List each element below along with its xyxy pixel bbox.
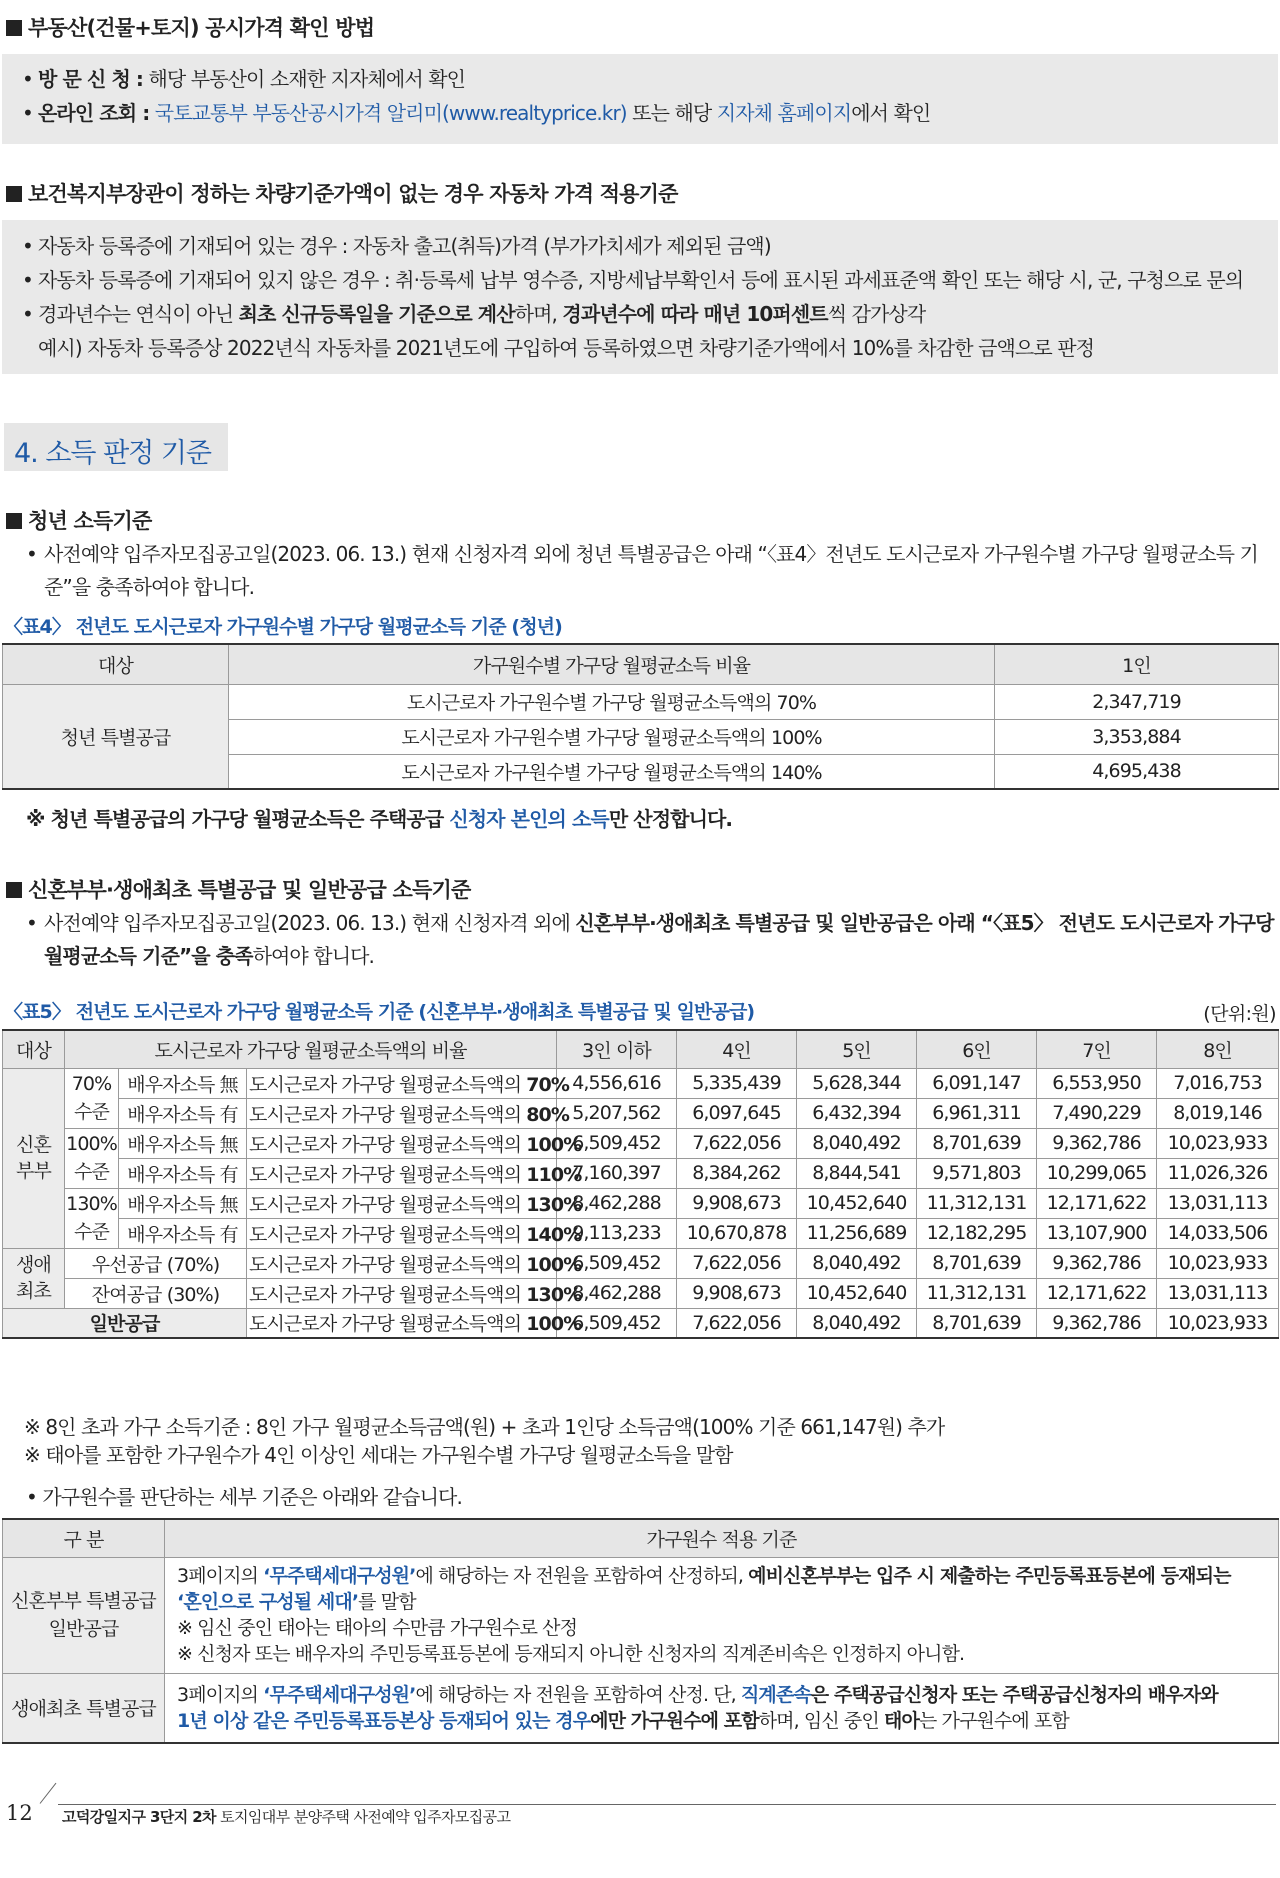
- table-cell: 11,312,131: [917, 1278, 1037, 1308]
- t5-header-7p: 7인: [1037, 1030, 1157, 1068]
- table-cell: 3,353,884: [995, 719, 1279, 754]
- realtyprice-link[interactable]: 국토교통부 부동산공시가격 알리미(www.realtyprice.kr): [149, 101, 627, 125]
- t5-spouse-cell: 배우자소득 有: [119, 1218, 247, 1248]
- table-cell: 13,031,113: [1157, 1188, 1279, 1218]
- t5-ratio-cell: 도시근로자 가구당 월평균소득액의 110%: [247, 1158, 557, 1188]
- t5-spouse-cell: 배우자소득 無: [119, 1188, 247, 1218]
- note-8p: ※ 8인 초과 가구 소득기준 : 8인 가구 월평균소득금액(원) + 초과 1인당 소득금액(100% 기준 661,147원) 추가: [24, 1415, 945, 1439]
- t6-header-category: 구 분: [3, 1519, 165, 1557]
- table6: [2, 1518, 1279, 1744]
- t6-header-criteria: 가구원수 적용 기준: [165, 1519, 1279, 1557]
- table-cell: 8,384,262: [677, 1158, 797, 1188]
- square-bullet-icon: [6, 882, 22, 898]
- heading-4: 4. 소득 판정 기준: [14, 438, 212, 469]
- table-cell: 13,031,113: [1157, 1278, 1279, 1308]
- table-cell: 6,091,147: [917, 1068, 1037, 1098]
- table-row: [3, 1218, 1279, 1248]
- table-row: [3, 1098, 1279, 1128]
- table-cell: 7,490,229: [1037, 1098, 1157, 1128]
- table-cell: 14,033,506: [1157, 1218, 1279, 1248]
- car-line-4: 예시) 자동차 등록증상 2022년식 자동차를 2021년도에 구입하여 등록하였으면 차량기준가액에서 10%를 차감한 금액으로 판정: [38, 336, 1095, 360]
- t4-header-1p: 1인: [995, 644, 1279, 684]
- t5-level-cell: 130% 수준: [65, 1188, 119, 1248]
- t5-ratio-cell: 도시근로자 가구당 월평균소득액의 80%: [247, 1098, 557, 1128]
- footer-line: [58, 1804, 1276, 1805]
- table-cell: 도시근로자 가구원수별 가구당 월평균소득액의 70%: [229, 684, 995, 719]
- table-cell: 6,509,452: [557, 1308, 677, 1338]
- t5-header-8p: 8인: [1157, 1030, 1279, 1068]
- car-line-1: • 자동차 등록증에 기재되어 있는 경우 : 자동차 출고(취득)가격 (부가가치세가 제외된 금액): [22, 234, 771, 258]
- table-cell: 11,312,131: [917, 1188, 1037, 1218]
- table-cell: 6,961,311: [917, 1098, 1037, 1128]
- table-cell: 8,701,639: [917, 1248, 1037, 1278]
- t4-header-target: 대상: [3, 644, 229, 684]
- table-cell: 8,701,639: [917, 1308, 1037, 1338]
- table-row: [3, 1278, 1279, 1308]
- t5-header-3p: 3인 이하: [557, 1030, 677, 1068]
- table-cell: 8,019,146: [1157, 1098, 1279, 1128]
- t5-ratio-cell: 도시근로자 가구당 월평균소득액의 70%: [247, 1068, 557, 1098]
- table-cell: 10,023,933: [1157, 1248, 1279, 1278]
- t5-header-target: 대상: [3, 1030, 65, 1068]
- section-car-title: 보건복지부장관이 정하는 차량기준가액이 없는 경우 자동차 가격 적용기준: [6, 178, 678, 208]
- table-cell: 10,452,640: [797, 1188, 917, 1218]
- table-cell: 8,462,288: [557, 1188, 677, 1218]
- t5-spouse-cell: 배우자소득 無: [119, 1128, 247, 1158]
- table-cell: 12,182,295: [917, 1218, 1037, 1248]
- page-number: 12: [6, 1801, 33, 1825]
- table-cell: 13,107,900: [1037, 1218, 1157, 1248]
- table-cell: 9,362,786: [1037, 1128, 1157, 1158]
- table-row: [3, 1128, 1279, 1158]
- t5-ratio-cell: 도시근로자 가구당 월평균소득액의 100%: [247, 1128, 557, 1158]
- table-cell: 6,097,645: [677, 1098, 797, 1128]
- note-fetus: ※ 태아를 포함한 가구원수가 4인 이상인 세대는 가구원수별 가구당 월평균소득을 말함: [24, 1443, 733, 1467]
- t5-ratio-cell: 도시근로자 가구당 월평균소득액의 100%: [247, 1308, 557, 1338]
- table-cell: 10,299,065: [1037, 1158, 1157, 1188]
- t5-level-cell: 70% 수준: [65, 1068, 119, 1128]
- table-cell: 9,362,786: [1037, 1248, 1157, 1278]
- t4-row-label: 청년 특별공급: [3, 684, 229, 789]
- t5-level-cell: 100% 수준: [65, 1128, 119, 1188]
- t5-supply-cell: 우선공급 (70%): [65, 1248, 247, 1278]
- table-cell: 6,509,452: [557, 1248, 677, 1278]
- t6-row2-content: 3페이지의 ‘무주택세대구성원’에 해당하는 자 전원을 포함하여 산정. 단, 직계존속은 주택공급신청자 또는 주택공급신청자의 배우자와 1년 이상 같은 주민등록표등본상 등재되어 있는 경우에만 가구원수에 포함하며, 임신 중인 태아는 가구원수에 포함: [165, 1673, 1279, 1743]
- t6-row1-label: 신혼부부 특별공급 일반공급: [3, 1557, 165, 1673]
- footer-text: 고덕강일지구 3단지 2차 토지임대부 분양주택 사전예약 입주자모집공고: [62, 1808, 511, 1826]
- visit-line: • 방 문 신 청 : 해당 부동산이 소재한 지자체에서 확인: [22, 67, 466, 91]
- square-bullet-icon: [6, 20, 22, 36]
- t5-ratio-cell: 도시근로자 가구당 월평균소득액의 130%: [247, 1188, 557, 1218]
- car-line-2: • 자동차 등록증에 기재되어 있지 않은 경우 : 취·등록세 납부 영수증, 지방세납부확인서 등에 표시된 과세표준액 확인 또는 해당 시, 군, 구청으로 문의: [22, 268, 1244, 292]
- table-row: [3, 1308, 1279, 1338]
- table5: [2, 1029, 1279, 1339]
- table-row: [3, 1248, 1279, 1278]
- table-cell: 8,040,492: [797, 1128, 917, 1158]
- youth-note: ※ 청년 특별공급의 가구당 월평균소득은 주택공급 신청자 본인의 소득만 산정합니다.: [26, 807, 733, 831]
- table-cell: 2,347,719: [995, 684, 1279, 719]
- table-cell: 7,622,056: [677, 1308, 797, 1338]
- table-cell: 10,023,933: [1157, 1128, 1279, 1158]
- table-cell: 8,040,492: [797, 1308, 917, 1338]
- t5-header-5p: 5인: [797, 1030, 917, 1068]
- t5-header-4p: 4인: [677, 1030, 797, 1068]
- table-cell: 6,509,452: [557, 1128, 677, 1158]
- youth-para: • 사전예약 입주자모집공고일(2023. 06. 13.) 현재 신청자격 외에 청년 특별공급은 아래 “〈표4〉전년도 도시근로자 가구원수별 가구당 월평균소득 기준”을 충족하여야 합니다.: [26, 542, 1258, 599]
- table-cell: 5,207,562: [557, 1098, 677, 1128]
- table-cell: 12,171,622: [1037, 1188, 1157, 1218]
- online-line: • 온라인 조회 : 국토교통부 부동산공시가격 알리미(www.realtyprice.kr) 또는 해당 지자체 홈페이지에서 확인: [22, 101, 931, 125]
- table-row: [3, 1068, 1279, 1098]
- table-cell: 도시근로자 가구원수별 가구당 월평균소득액의 100%: [229, 719, 995, 754]
- car-line-3: • 경과년수는 연식이 아닌 최초 신규등록일을 기준으로 계산하며, 경과년수에 따라 매년 10퍼센트씩 감가상각: [22, 302, 926, 326]
- t5-general-cell: 일반공급: [3, 1308, 247, 1338]
- table-cell: 9,113,233: [557, 1218, 677, 1248]
- table-cell: 10,452,640: [797, 1278, 917, 1308]
- table-cell: 5,628,344: [797, 1068, 917, 1098]
- t5-spouse-cell: 배우자소득 有: [119, 1158, 247, 1188]
- household-bullet: • 가구원수를 판단하는 세부 기준은 아래와 같습니다.: [26, 1485, 462, 1509]
- t5-supply-cell: 잔여공급 (30%): [65, 1278, 247, 1308]
- table-cell: 4,556,616: [557, 1068, 677, 1098]
- table-cell: 8,462,288: [557, 1278, 677, 1308]
- table-cell: 9,362,786: [1037, 1308, 1157, 1338]
- square-bullet-icon: [6, 513, 22, 529]
- section-realty-title: 부동산(건물+토지) 공시가격 확인 방법: [6, 12, 374, 42]
- table-cell: 5,335,439: [677, 1068, 797, 1098]
- table4: [2, 643, 1279, 790]
- table4-caption: 〈표4〉 전년도 도시근로자 가구원수별 가구당 월평균소득 기준 (청년): [4, 616, 562, 638]
- t5-spouse-cell: 배우자소득 無: [119, 1068, 247, 1098]
- table-cell: 12,171,622: [1037, 1278, 1157, 1308]
- table-cell: 11,026,326: [1157, 1158, 1279, 1188]
- t5-ratio-cell: 도시근로자 가구당 월평균소득액의 100%: [247, 1248, 557, 1278]
- table-cell: 8,701,639: [917, 1128, 1037, 1158]
- square-bullet-icon: [6, 186, 22, 202]
- table-cell: 10,023,933: [1157, 1308, 1279, 1338]
- t5-group-first-time: 생애 최초: [3, 1248, 65, 1308]
- table-cell: 7,016,753: [1157, 1068, 1279, 1098]
- car-box: [2, 220, 1278, 374]
- realty-box: [2, 54, 1278, 144]
- t4-header-ratio: 가구원수별 가구당 월평균소득 비율: [229, 644, 995, 684]
- table-cell: 9,571,803: [917, 1158, 1037, 1188]
- table-row: [3, 1158, 1279, 1188]
- t5-group-newlywed: 신혼 부부: [3, 1068, 65, 1248]
- t6-row1-content: 3페이지의 ‘무주택세대구성원’에 해당하는 자 전원을 포함하여 산정하되, 예비신혼부부는 입주 시 제출하는 주민등록표등본에 등재되는 ‘혼인으로 구성될 세대’를 말함 ※ 임신 중인 태아는 태아의 수만큼 가구원수로 산정 ※ 신청자 또는 배우자의 주민등록표등본에 등재되지 아니한 신청자의 직계존비속은 인정하지 아니함.: [165, 1557, 1279, 1673]
- table-cell: 9,908,673: [677, 1188, 797, 1218]
- t5-header-ratio: 도시근로자 가구당 월평균소득액의 비율: [65, 1030, 557, 1068]
- t6-row2-label: 생애최초 특별공급: [3, 1673, 165, 1743]
- table-cell: 7,622,056: [677, 1128, 797, 1158]
- newly-para: • 사전예약 입주자모집공고일(2023. 06. 13.) 현재 신청자격 외에 신혼부부·생애최초 특별공급 및 일반공급은 아래 “〈표5〉 전년도 도시근로자 가구당 월평균소득 기준”을 충족하여야 합니다.: [26, 911, 1274, 968]
- table-cell: 8,844,541: [797, 1158, 917, 1188]
- table-cell: 9,908,673: [677, 1278, 797, 1308]
- section-youth-title: 청년 소득기준: [6, 505, 151, 535]
- table-cell: 11,256,689: [797, 1218, 917, 1248]
- local-gov-link[interactable]: 지자체 홈페이지: [716, 101, 852, 125]
- table-cell: 6,553,950: [1037, 1068, 1157, 1098]
- t5-ratio-cell: 도시근로자 가구당 월평균소득액의 130%: [247, 1278, 557, 1308]
- table-cell: 8,040,492: [797, 1248, 917, 1278]
- table-cell: 10,670,878: [677, 1218, 797, 1248]
- table-cell: 7,160,397: [557, 1158, 677, 1188]
- table-cell: 7,622,056: [677, 1248, 797, 1278]
- unit-label: (단위:원): [1203, 1003, 1276, 1025]
- t5-spouse-cell: 배우자소득 有: [119, 1098, 247, 1128]
- table-cell: 4,695,438: [995, 754, 1279, 789]
- table-cell: 6,432,394: [797, 1098, 917, 1128]
- t5-header-6p: 6인: [917, 1030, 1037, 1068]
- section-newly-title: 신혼부부·생애최초 특별공급 및 일반공급 소득기준: [6, 874, 470, 904]
- table-row: [3, 1188, 1279, 1218]
- table5-caption: 〈표5〉 전년도 도시근로자 가구당 월평균소득 기준 (신혼부부·생애최초 특별공급 및 일반공급): [4, 1001, 755, 1023]
- table-cell: 도시근로자 가구원수별 가구당 월평균소득액의 140%: [229, 754, 995, 789]
- footer-divider: [40, 1783, 57, 1804]
- t5-ratio-cell: 도시근로자 가구당 월평균소득액의 140%: [247, 1218, 557, 1248]
